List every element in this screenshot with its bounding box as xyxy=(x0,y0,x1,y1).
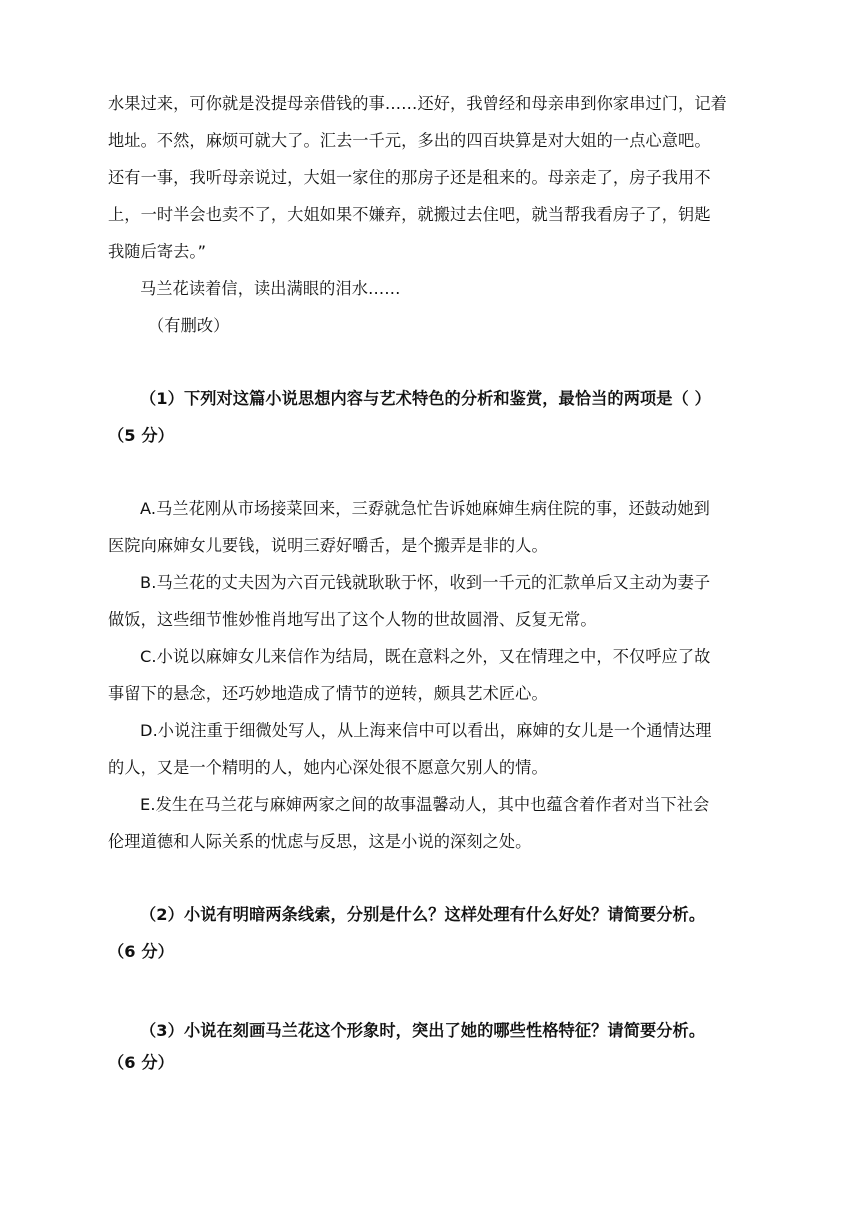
story-line: 地址。不然，麻烦可就大了。汇去一千元，多出的四百块算是对大姐的一点心意吧。 xyxy=(108,131,711,150)
option-a-cont: 医院向麻婶女儿要钱，说明三孬好嚼舌，是个搬弄是非的人。 xyxy=(108,536,548,555)
question-3-score: （6 分） xyxy=(108,1053,174,1072)
question-2-prompt: （2）小说有明暗两条线索，分别是什么？这样处理有什么好处？请简要分析。 xyxy=(140,905,706,924)
source-note: （有删改） xyxy=(148,316,230,335)
option-c: C.小说以麻婶女儿来信作为结局，既在意料之外，又在情理之中，不仅呼应了故 xyxy=(140,647,711,666)
option-e-cont: 伦理道德和人际关系的忧虑与反思，这是小说的深刻之处。 xyxy=(108,832,532,851)
story-line: 我随后寄去。” xyxy=(108,242,207,261)
question-2-score: （6 分） xyxy=(108,942,174,961)
story-closing: 马兰花读着信，读出满眼的泪水…… xyxy=(140,279,401,298)
question-1-score: （5 分） xyxy=(108,426,174,445)
option-a: A.马兰花刚从市场接菜回来，三孬就急忙告诉她麻婶生病住院的事，还鼓动她到 xyxy=(140,499,710,518)
question-1-prompt: （1）下列对这篇小说思想内容与艺术特色的分析和鉴赏，最恰当的两项是（ ） xyxy=(140,389,711,408)
question-3-prompt: （3）小说在刻画马兰花这个形象时，突出了她的哪些性格特征？请简要分析。 xyxy=(140,1021,706,1040)
option-c-cont: 事留下的悬念，还巧妙地造成了情节的逆转，颇具艺术匠心。 xyxy=(108,684,548,703)
option-b: B.马兰花的丈夫因为六百元钱就耿耿于怀，收到一千元的汇款单后又主动为妻子 xyxy=(140,573,711,592)
option-d: D.小说注重于细微处写人，从上海来信中可以看出，麻婶的女儿是一个通情达理 xyxy=(140,721,712,740)
option-d-cont: 的人，又是一个精明的人，她内心深处很不愿意欠别人的情。 xyxy=(108,758,548,777)
story-line: 上，一时半会也卖不了，大姐如果不嫌弃，就搬过去住吧，就当帮我看房子了，钥匙 xyxy=(108,205,711,224)
option-b-cont: 做饭，这些细节惟妙惟肖地写出了这个人物的世故圆滑、反复无常。 xyxy=(108,610,597,629)
story-line: 水果过来，可你就是没提母亲借钱的事……还好，我曾经和母亲串到你家串过门，记着 xyxy=(108,94,727,113)
story-line: 还有一事，我听母亲说过，大姐一家住的那房子还是租来的。母亲走了，房子我用不 xyxy=(108,168,711,187)
option-e: E.发生在马兰花与麻婶两家之间的故事温馨动人，其中也蕴含着作者对当下社会 xyxy=(140,795,710,814)
